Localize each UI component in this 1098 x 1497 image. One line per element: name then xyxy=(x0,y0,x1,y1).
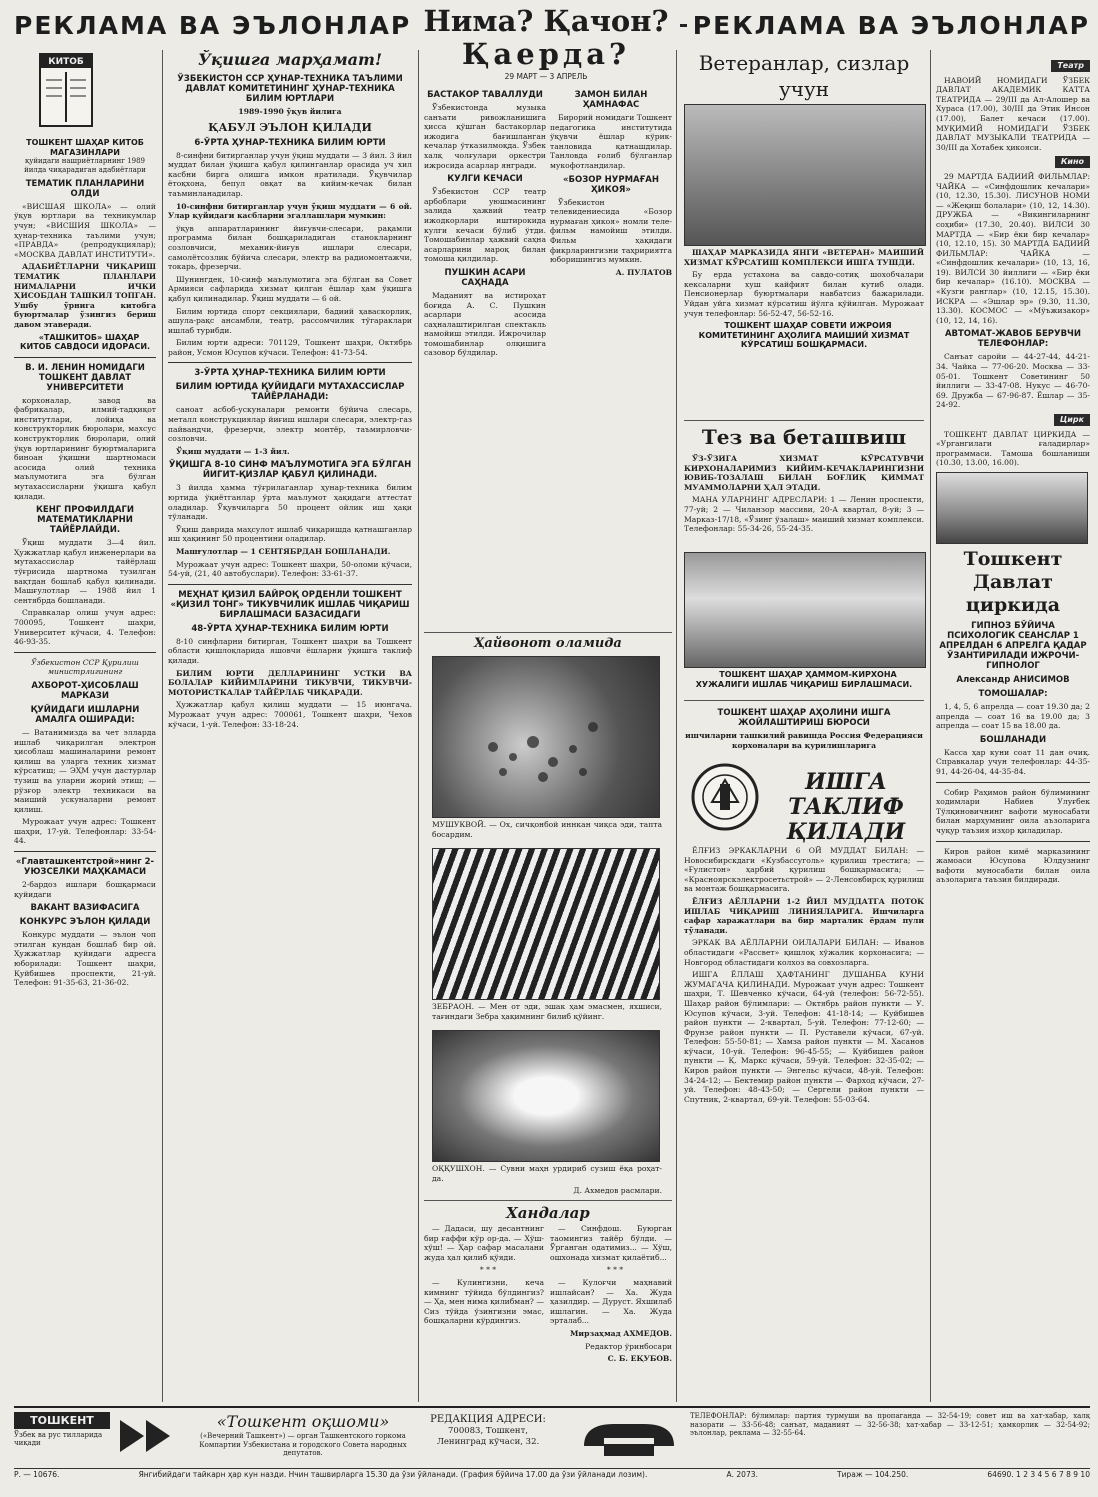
zoo-caption-zebra: ЗЕБРАОН. — Мен от эди, эшак ҳам эмасмен, яхшиси, тағиндаги Зебра ҳақимнинг билиб қўйинг. xyxy=(432,1002,662,1021)
zoo-title: Ҳайвонот оламида xyxy=(474,636,622,651)
footer-address: 700083, Тошкент, Ленинград кўчаси, 32. xyxy=(436,1425,540,1447)
veterans-photo xyxy=(684,104,926,246)
theatre-badge: Театр xyxy=(1051,60,1090,72)
school1-p4: Шунингдек, 10-синф маълумотига эга бўлган ва Совет Армияси сафларида хизмат қилган ёшлар ҳам ўқишга қабул қилинадилар. Ўқиш муддати — 6 ой. xyxy=(168,274,412,303)
contest-title: КОНКУРС ЭЪЛОН ҚИЛАДИ xyxy=(19,917,151,928)
arrow-logo-icon xyxy=(118,1416,178,1456)
school4-p15: Ҳужжатлар қабул қилиш муддати — 15 июнгача. Мурожаат учун адрес: 700061, Тошкент шаҳри, Чехов кўчаси, 1-уй. Телефон: 33-18-24. xyxy=(168,700,412,729)
plan-items: «ВИСШАЯ ШКОЛА» — олий ўқув юртлари ва техникумлар учун; «ВИСШИЯ ШКОЛА» — ҳунар-техника таълими учун; «ПРАВДА» (репродукциялар); «МОСКВА ДАВЛАТ ИНСТИТУТИ». xyxy=(14,201,156,259)
school2-p8: Ўқиш муддати — 1-3 йил. xyxy=(176,446,290,456)
footer-phones-box xyxy=(690,1412,1090,1438)
header-right xyxy=(680,6,1090,44)
school2-p7: саноат асбоб-ускуналари ремонти бўйича слесарь, металл конструкциялар йиғиш ишлари слесари, электр-газ пайвандчи, фрезерчи, электр монтёр, таъмирловчи-созловчи. xyxy=(168,405,412,444)
editor-name: С. Б. ЕҚУБОВ. xyxy=(607,1354,672,1364)
rosorgtrud-emblem-icon xyxy=(690,762,760,832)
header-left xyxy=(14,6,414,44)
news5-text: Ўзбекистон телевидениесида «Бозор нурмаған ҳикоя» номли теле-фильм намойиш этилди. Фильм ҳақидаги фикрларингизни таҳририятга юборишингиз мумкин. xyxy=(550,197,672,265)
phones-text: Санъат саройи — 44-27-44, 44-21-34. Чайка — 77-06-20. Москва — 33-05-01. Тошкент Советининг 50 йиллиги — 33-47-08. Нукус — 46-70-69. Дружба — 67-96-87. Ёшлар — 35-24-92. xyxy=(936,352,1090,410)
jokes-title: Хандалар xyxy=(506,1204,590,1222)
news5-title: «БОЗОР НУРМАҒАН ҲИКОЯ» xyxy=(563,174,659,195)
column-rule-1 xyxy=(162,50,163,1402)
school1-p6: Билим юрти адреси: 701129, Тошкент шаҳри, Октябрь район, Усмон Юсупов кўчаси. Телефон: 41-73-54. xyxy=(168,338,412,357)
school2-sub: БИЛИМ ЮРТИДА ҚУЙИДАГИ МУТАХАССИСЛАР ТАЙЁРЛАНАДИ: xyxy=(175,382,405,403)
footer-phones: бўлимлар: партия турмуши ва пропаганда — 32-54-19; совет иш ва хат-хабар, халқ назорати — 33-56-48; санъат, маданият — 32-56-38; хат-хабар — 33-12-51; ҳамкорлик — 32-54-92; эълонлар, реклама — 32-55-64. xyxy=(690,1412,1090,1438)
news4-title: ЗАМОН БИЛАН ҲАМНАФАС xyxy=(574,90,648,110)
ministry-mid: ҚУЙИДАГИ ИШЛАРНИ АМАЛГА ОШИРАДИ: xyxy=(30,704,140,725)
imprint-left: Р. — 10676. xyxy=(14,1470,60,1479)
zoo-caption-1 xyxy=(432,820,662,842)
separator xyxy=(936,782,1090,783)
circus-dates: 1, 4, 5, 6 апрелда — соат 19.30 да; 2 апрелда — соат 16 ва 19.00 да; 3 апрелда — соат 15 ва 18.00 да. xyxy=(936,701,1090,731)
circus-title: Тошкент Давлат циркида xyxy=(963,547,1063,616)
jokes-column-a xyxy=(424,1224,544,1400)
footer-paper-sub: («Вечерний Ташкент») — орган Ташкентского горкома Компартии Узбекистана и городского Совета народных депутатов. xyxy=(199,1432,407,1457)
footer-paper-name: «Тошкент оқшоми» xyxy=(216,1412,390,1431)
left-column xyxy=(14,50,156,1402)
veterans-text xyxy=(684,248,924,416)
column-rule-2 xyxy=(418,50,419,1402)
dept-text: Ўқиш муддати 3—4 йил. Ҳужжатлар қабул инженерлари ва мутахассислар тайёрлаш тўғрисида шартнома тузилган вақтдан бошлаб қабул қилинади. Машғулотлар — 1988 йил 1 сентябрда бошланади. xyxy=(14,538,156,605)
circus-show: ТОМОШАЛАР: xyxy=(978,688,1048,699)
joke-2: — Кулингизни, кеча кимнинг тўйида бўлдингиз? — Ҳа, мен нима қилибман? — Сиз тўйда ўзингизни эмас, бошқаларни кўрдингиз. xyxy=(424,1277,544,1326)
circus-tickets: Касса ҳар куни соат 11 дан очиқ. Справкалар учун телефонлар: 44-35-91, 44-26-04, 44-35-84. xyxy=(936,747,1090,776)
footer-paper-box xyxy=(190,1412,416,1458)
joke-divider: * * * xyxy=(606,1265,624,1275)
book-icon-label: КИТОБ xyxy=(48,57,84,67)
bureau-text-1: ЁЛҒИЗ ЭРКАКЛАРНИ 6 ОЙ МУДДАТ БИЛАН: — Новосибирскдаги «Кузбассуголь» қурилиш трестига; — «Ғулистон» ҳарбий қурилиш бошқармасига; — «Красноярскэлектросетьстрой» — 2-Ленсовбирсқ қурилиш ва монтаж бошқармасига. xyxy=(684,846,924,894)
cinema-text: 29 МАРТДА БАДИИЙ ФИЛЬМЛАР: ЧАЙКА — «Синфдошлик кечалари» (10, 12.30, 15.30). ЛИСУНОВ НОМИ — «Жеқиш болалари» (10, 12, 14.30). ДРУЖБА — «Викингиларнинг соҳиби» (17.30, 20.40). ВИЛСИ 30 МАРТДА — «Бир ёки бир кечалар» (10, 12.10, 15). 30 МАРТДА БАДИИЙ ФИЛЬМЛАР: ЧАЙКА — «Синфдошлик кечалари» (10, 13, 16, 19). ВИЛСИ 30 йиллиги — «Бир ёки бир кечалар» (16.10). МОСКВА — «Кузги ранглар» (10, 12.15, 15.30). ИСКРА — «Эшлар эр» (9.30, 11.30, 13.30). КОСМОС — «Мўъжизакор» (10, 12, 14, 16). xyxy=(936,171,1090,325)
school1-title: 6-ЎРТА ҲУНАР-ТЕХНИКА БИЛИМ ЮРТИ xyxy=(194,137,386,148)
phones-title: АВТОМАТ-ЖАВОБ БЕРУВЧИ ТЕЛЕФОНЛАР: xyxy=(944,329,1082,350)
inst-title: В. И. ЛЕНИН НОМИДАГИ ТОШКЕНТ ДАВЛАТ УНИВЕРСИТЕТИ xyxy=(25,362,145,393)
announce-title: ҚАБУЛ ЭЪЛОН ҚИЛАДИ xyxy=(208,120,372,134)
imprint-line xyxy=(14,1470,1090,1479)
circus-start: БОШЛАНАДИ xyxy=(979,734,1047,745)
footer-logo: ТОШКЕНТ xyxy=(14,1412,110,1429)
shop-sub: қуйидаги нашриётларнинг 1989 йилда чиқарадиган адабиётлари xyxy=(24,157,146,174)
vacancy-text: 2-бардоз ишлари бошқармаси қуйидаги xyxy=(14,880,156,899)
joke-3: — Синфдош. Буюрган таомингиз тайёр бўлди. — Ўрганган одатимиз... — Хўш, ошхонада хизмат қилаётиб... xyxy=(550,1224,672,1262)
circus-badge: Цирк xyxy=(1054,414,1090,426)
zoo-rule xyxy=(424,632,672,633)
school1-p5: Билим юртида спорт секциялари, бадиий ҳаваскорлик, ашула-рақс ансамбли, театр, рассомчилик тўгараклари ишлаб турибди. xyxy=(168,306,412,335)
joke-divider: * * * xyxy=(479,1265,497,1275)
veterans-sign: ТОШКЕНТ ШАҲАР СОВЕТИ ИЖРОИЯ КОМИТЕТИНИНГ АҲОЛИГА МАИШИЙ ХИЗМАТ КЎРСАТИШ БОШҚАРМАСИ. xyxy=(698,321,910,350)
dept-contact: Справкалар олиш учун адрес: 700095, Тошкент шаҳри, Университет кўчаси, 4. Телефон: 46-93-35. xyxy=(14,608,156,647)
column-rule-3 xyxy=(676,50,677,1402)
ministry-text: — Ватанимизда ва чет элларда ишлаб чиқарилган электрон ҳисоблаш машиналарини ремонт қилиш ва уларга техник хизмат кўрсатиш; — ЭҲМ учун дастурлар тузиш ва уларни жорий этиш; — рўзғор электр техникаси ва маиший ускуналарни ремонт қилиш. xyxy=(14,727,156,814)
circus-name: Александр АНИСИМОВ xyxy=(956,674,1070,685)
fast-rule xyxy=(684,420,924,421)
center-title-line1: Нима? Қачон? xyxy=(423,4,669,38)
school3-p12: Мурожаат учун адрес: Тошкент шаҳри, 50-оломи кўчаси, 54-уй, (21, 40 автобуслари). Телефон: 33-61-37. xyxy=(168,559,412,579)
ministry-contact: Мурожаат учун адрес: Тошкент шаҳри, 17-уй. Телефонлар: 33-54-44. xyxy=(14,817,156,846)
fast-title: Тез ва беташвиш xyxy=(701,425,907,449)
school1-p3: ўқув аппаратларининг йиғувчи-слесари, рақамли программа билан бошқариладиган станокларнинг созловчиси, механик-йиғув ишлари слесари, самолётсозлик бўйича слесари, электр ва радиомонтажчи, токарь, фрезерчи. xyxy=(168,223,412,272)
shop-title: ТОШКЕНТ ШАҲАР КИТОБ МАГАЗИНЛАРИ xyxy=(26,138,144,157)
swan-photo xyxy=(432,1030,660,1162)
vacancy-title: «Главташкентстрой»нинг 2-УЮЗСЕЛКИ МАҲКАМАСИ xyxy=(15,857,155,878)
center-title xyxy=(418,4,674,81)
news1-title: БАСТАКОР ТАВАЛЛУДИ xyxy=(427,90,543,100)
bureau-title: ТОШКЕНТ ШАҲАР АҲОЛИНИ ИШГА ЖОЙЛАШТИРИШ БЮРОСИ xyxy=(717,708,891,728)
news-byline: А. ПУЛАТОВ xyxy=(615,267,672,277)
school4-sub: 48-ЎРТА ҲУНАР-ТЕХНИКА БИЛИМ ЮРТИ xyxy=(191,623,389,634)
header-left-title: РЕКЛАМА ВА ЭЪЛОНЛАР xyxy=(14,10,412,40)
ministry-sub: АХБОРОТ-ҲИСОБЛАШ МАРКАЗИ xyxy=(31,680,139,701)
telephone-icon xyxy=(574,1416,684,1460)
leopard-cat-photo xyxy=(432,656,660,818)
news-column-a xyxy=(424,86,546,626)
school3-p10: Ўқиш даврида маҳсулот ишлаб чиқаришда қатнашганлар иш ҳақининг 50 процентини оладилар. xyxy=(168,524,412,544)
school3-title: ЎҚИШГА 8-10 СИНФ МАЪЛУМОТИГА ЭГА БЎЛГАН ЙИГИТ-ҚИЗЛАР ҚАБУЛ ҚИЛИНАДИ. xyxy=(168,460,412,481)
plan-text: АДАБИЁТЛАРНИ ЧИҚАРИШ ТЕМАТИК ПЛАНЛАРИ НИМАЛАРНИ ИЧКИ ҲИСОБДАН ТАШКИЛ ТОПГАН. Ушбу ўрнига китобга буюртмалар ўзингиз бериш давом этаверади. xyxy=(14,262,156,329)
bureau-sub: ишчиларни ташкилий равишда Россия Федерацияси корхоналари ва қурилишларига xyxy=(685,731,923,750)
separator xyxy=(14,357,156,358)
header-right-rule xyxy=(680,24,687,27)
veterans-body: Бу ерда устахона ва савдо-сотиқ шохобчалари кексаларни хуш кайфият билан кутиб олади. Пенсионерлар буюртмалари навбатсиз бажарилади. Уйдан уйга хизмат кўрсатиш йўлга қўйилган. Мурожаат учун телефонлар: 56-52-47, 56-52-16. xyxy=(684,270,924,318)
vacancy-post: ВАКАНТ ВАЗИФАСИГА xyxy=(30,903,140,914)
joke-4: — Кулоғчи маҳнавий ишлайсан? — Ха. Жуда ҳазилдир. — Дуруст. Яхшилаб ишлагин. — Ха. Жуда эрталаб... xyxy=(550,1277,672,1326)
news3-title: ПУШКИН АСАРИ САҲНАДА xyxy=(444,267,526,288)
zoo-credit: Д. Ахмедов расмлари. xyxy=(573,1186,662,1196)
separator xyxy=(14,652,156,653)
zoo-caption-2 xyxy=(432,1002,662,1026)
footer-address-box xyxy=(428,1414,548,1449)
imprint-order: А. 2073. xyxy=(726,1470,758,1479)
cat-spots-icon xyxy=(433,657,659,817)
greeting: Ўқишга марҳамат! xyxy=(198,50,382,69)
news4-text: Бирорий номидаги Тошкент педагогика институтида ўқувчи ёшлар кўрик-танловида қатнашдилар. Танловда ғолиб бўлганлар мукофотландилар. xyxy=(550,113,672,170)
veterans-caption: ШАҲАР МАРКАЗИДА ЯНГИ «ВЕТЕРАН» МАИШИЙ ХИЗМАТ КЎРСАТИШ КОМПЛЕКСИ ИШГА ТУШДИ. xyxy=(684,248,924,267)
separator xyxy=(168,362,412,363)
plan-shop: «ТАШКИТОБ» ШАҲАР КИТОБ САВДОСИ ИДОРАСИ. xyxy=(19,332,151,352)
bureau-header xyxy=(684,704,924,758)
dept-title: КЕНГ ПРОФИЛДАГИ МАТЕМАТИКЛАРНИ ТАЙЁРЛАЙДИ. xyxy=(35,505,135,536)
school4-title: МЕҲНАТ ҚИЗИЛ БАЙРОҚ ОРДЕНЛИ ТОШКЕНТ «ҚИЗИЛ ТОНГ» ТИКУВЧИЛИК ИШЛАБ ЧИҚАРИШ БИРЛАШМАСИ БАЗАСИДАГИ xyxy=(170,589,410,620)
separator xyxy=(14,851,156,852)
circus-sub: ГИПНОЗ БЎЙИЧА ПСИХОЛОГИК СЕАНСЛАР 1 АПРЕЛДАН 6 АПРЕЛГА ҚАДАР ЎЗАНТИРИЛАДИ ИЖРОЧИ-ГИПНОЛОГ xyxy=(939,620,1087,671)
masthead-footer xyxy=(14,1406,1090,1469)
news2-text: Ўзбекистон ССР театр арбоблари уюшмасининг залида ҳажвий театр ижодкорлари иштирокида кулги кечаси бўлиб ўтди. Томошабинлар ҳажвий саҳна асарларини мароқ билан томоша қилдилар. xyxy=(424,187,546,264)
school1-p1: 8-синфни битирганлар учун ўқиш муддати — 3 йил. 3 йил муддат билан ўқишга қабул қилинганлар орасида уч хил касбни бирга олишга имкон яратилади. Ўқувчилар ётоқхона, бепул овқат ва кийим-кечак билан таъминланадилар. xyxy=(168,150,412,198)
header-right-title: РЕКЛАМА ВА ЭЪЛОНЛАР xyxy=(692,10,1090,40)
joke-author: Мирзаҳмад АХМЕДОВ. xyxy=(570,1328,672,1338)
news1-text: Ўзбекистонда музыка санъати ривожланишига ҳисса қўшган бастакорлар ижодига бағишланган кечалар ўтказилмоқда. Ўзбек халқ чолғулари оркестри ижросида асарлар янгради. xyxy=(424,103,546,170)
school3-p9: 3 йилда ҳамма тўғрилаганлар ҳунар-техника билим юртида ўқиётганлар ўрта маълумот ҳақидаги аттестат оладилар. Ўқувчиларга 50 процент ойлик иш ҳақи тўланади. xyxy=(168,483,412,522)
footer-address-label: РЕДАКЦИЯ АДРЕСИ: xyxy=(430,1414,546,1425)
bureau-text-3: ЭРКАК ВА АЁЛЛАРНИ ОИЛАЛАРИ БИЛАН: — Иванов областидаги «Рассвет» қишлоқ хўжалик корхонасига; — Новгород областидаги колхоз ва совхозларга. xyxy=(684,938,924,967)
book-icon xyxy=(36,50,96,130)
plan-title: ТЕМАТИК ПЛАНЛАРИНИ ОЛДИ xyxy=(25,178,145,199)
org-title: ЎЗБЕКИСТОН ССР ҲУНАР-ТЕХНИКА ТАЪЛИМИ ДАВЛАТ КОМИТЕТИНИНГ ҲУНАР-ТЕХНИКА БИЛИМ ЮРТЛАРИ xyxy=(177,74,403,104)
contest-text: Конкурс муддати — эълон чоп этилган кундан бошлаб бир ой. Ҳужжатлар қуйидаги адресга юборилади: Тошкент шаҳри, Қуйбишев проспекти, 21-уй. Телефон: 91-35-63, 21-36-02. xyxy=(14,930,156,988)
joke-1: — Дадаси, шу десантнинг бир ғаффи кўр ор-да. — Хўш-хўш! — Ҳар сафар масалани жуда ҳал қилиб қўяди. xyxy=(424,1224,544,1262)
news2-title: КУЛГИ КЕЧАСИ xyxy=(447,174,523,185)
education-column xyxy=(168,50,412,1402)
bureau-rule xyxy=(684,700,924,701)
jokes-rule xyxy=(424,1200,672,1201)
fast-text xyxy=(684,454,924,550)
bureau-text-4: ИШГА ЁЛЛАШ ҲАФТАНИНГ ДУШАНБА КУНИ ЖУМАГАЧА ҚИЛИНАДИ. Мурожаат учун адрес: Тошкент шаҳри, Т. Шевченко кўчаси, 64-уй (телефон: 56-72-55). Шаҳар район бўлимлари: — Октябрь район пункти — У. Юсупов кўчаси, 3-уй. Телефон: 41-18-14; — Куйбишев район пункти — 2-квартал, 5-уй. Телефон: 77-12-60; — Фрунзе район пункти — П. Руставели кўчаси, 67-уй. Телефон: 55-50-81; — Хамза район пункти — М. Хасанов кўчаси, 10-уй. Телефон: 96-45-55; — Куйбишев район пункти — Қ. Маркс кўчаси, 59-уй. Телефон: 32-35-02; — Киров район пункти — Энгельс кўчаси, 48-уй. Телефон: 34-24-12; — Бектемир район пункти — Фарход кўчаси, 27-уй. Телефон: 48-43-50; — Сергели район пункти — Спутник, 2-квартал, 69-уй. Телефон: 55-03-64. xyxy=(684,970,924,1104)
obituary-2: Киров район кимё марказининг жамоаси Юсупова Юлдузнинг вафоти муносабати билан оила аъзоларига таъзия билдиради. xyxy=(936,846,1090,885)
bureau-text-2: ЁЛҒИЗ АЁЛЛАРНИ 1-2 ЙИЛ МУДДАТГА ПОТОК ИШЛАБ ЧИҚАРИШ ЛИНИЯЛАРИГА. Ишчиларга сафар харажатлари ва бир марталик ёрдам пули тўланади. xyxy=(684,896,924,935)
imprint-circulation: Тираж — 104.250. xyxy=(837,1470,909,1479)
school2-title: 3-ЎРТА ҲУНАР-ТЕХНИКА БИЛИМ ЮРТИ xyxy=(194,368,386,379)
school4-p13: 8-10 синфларни битирган, Тошкент шаҳри ва Тошкент области қишлоқларида яшовчи ёшларни ўқишга таклиф қилади. xyxy=(168,636,412,665)
imprint-index: 64690. 1 2 3 4 5 6 7 8 9 10 xyxy=(987,1470,1090,1479)
listings-column xyxy=(936,50,1090,1402)
news-column-b xyxy=(550,86,672,626)
separator xyxy=(168,584,412,585)
zoo-caption-cat: МУШУКВОЙ. — Ох, сичқонбой иннкан чиқса эди, тапта босардим. xyxy=(432,820,662,839)
circus-photo xyxy=(936,472,1088,544)
laundry-caption: ТОШКЕНТ ШАҲАР ҲАММОМ-КИРХОНА ХУЖАЛИГИ ИШЛАБ ЧИҚАРИШ БИРЛАШМАСИ. xyxy=(695,670,913,689)
column-rule-4 xyxy=(930,50,931,1402)
circus-text: ТОШКЕНТ ДАВЛАТ ЦИРКИДА — «Ургангилаги ғаладирлар» программаси. Тамоша бошланиши (10.30, 13.00, 16.00). xyxy=(936,429,1090,468)
cinema-badge: Кино xyxy=(1055,156,1090,168)
editor-label: Редактор ўринбосари xyxy=(585,1341,672,1351)
fast-sub: ЎЗ-ЎЗИГА ХИЗМАТ КЎРСАТУВЧИ КИРХОНАЛАРИМИЗ КИЙИМ-КЕЧАКЛАРИНГИЗНИ ЮВИБ-ТОЗАЛАШ БИЛАН БОҒЛИҚ ҚИММАТ МУАММОЛАРНИ ҲАЛ ЭТАДИ. xyxy=(684,454,924,492)
laundry-caption-box xyxy=(684,670,924,694)
zoo-caption-swan: ОҚҚУШХОН. — Сувни маҳн урдириб сузиш ёқа роҳат-да. xyxy=(432,1164,662,1183)
school4-p14: БИЛИМ ЮРТИ ДЕЛЛАРИНИНГ УСТКИ ВА БОЛАЛАР КИЙИМЛАРИНИ ТИКУВЧИ, ТИКУВЧИ-МОТОРИСТКАЛАР ТАЙЁРЛАБ ЧИҚАРАДИ. xyxy=(168,668,412,697)
zoo-caption-3 xyxy=(432,1164,662,1198)
footer-logo-box xyxy=(14,1412,110,1460)
veterans-title: Ветеранлар, сизлар учун xyxy=(698,51,910,101)
laundry-photo xyxy=(684,552,926,668)
imprint-mid: Янгибийдаги тайкарн ҳар кун назди. Нчин ташвирларга 15.30 да ўзи ўйланади. (Графия бўйича 17.00 да ўзи ўйланади лозим). xyxy=(138,1470,648,1479)
ministry-title: Ўзбекистон ССР Қурилиш министрлигининг xyxy=(31,657,139,677)
footer-logo-sub: Ўзбек ва рус тилларида чиқади xyxy=(14,1431,103,1447)
school1-p2: 10-синфни битирганлар учун ўқиш муддати — 6 ой. Улар қуйидаги касбларни эгаллашлари мумкин: xyxy=(168,201,412,221)
fast-body: МАНА УЛАРНИНГ АДРЕСЛАРИ: 1 — Ленин проспекти, 77-уй; 2 — Чиланзор массиви, 20-А квартал, 8-уй; 3 — Марказ-17/18, «Ўзинг ўзалаш» маиший хизмат комплекси. Телефонлар: 55-34-26, 55-24-35. xyxy=(684,495,924,534)
news3-text: Маданият ва истироҳат боғида А. С. Пушкин асарлари асосида саҳналаштирилган спектакль намойиш этилди. Ижрочилар томошабинлар олқишига сазовор бўлдилар. xyxy=(424,290,546,358)
jokes-column-b xyxy=(550,1224,672,1400)
theatre-text: НАВОИЙ НОМИДАГИ ЎЗБЕК ДАВЛАТ АКАДЕМИК КАТТА ТЕАТРИДА — 29/III да Ал-Алошер ва Хураса (17.00), 30/III да Этик Инсон (17.00), Балет кечаси (17.00). МУҚИМИЙ НОМИДАГИ ЎЗБЕК ДАВЛАТ МУЗЫКАЛИ ТЕАТРИДА — 30/III да Хотабек ҳикояси. xyxy=(936,75,1090,152)
zebra-photo xyxy=(432,848,660,1000)
bureau-text xyxy=(684,846,924,1402)
center-title-line2: Қаерда? xyxy=(461,37,631,71)
separator xyxy=(936,841,1090,842)
invite-title: ИШГА ТАКЛИФ ҚИЛАДИ xyxy=(786,769,906,845)
school3-p11: Машғулотлар — 1 СЕНТЯБРДАН БОШЛАНАДИ. xyxy=(176,547,391,556)
obituary-1: Собир Раҳимов район бўлимининг ходимлари Набиев Улуғбек Тўлқиновичнинг вафоти муносабати билан марҳумнинг оила аъзоларига чуқур таъзия изҳор қиладилар. xyxy=(936,787,1090,835)
footer-phones-label: ТЕЛЕФОНЛАР: xyxy=(690,1412,747,1420)
year-label: 1989-1990 ўқув йилига xyxy=(238,107,342,116)
center-date: 29 МАРТ — 3 АПРЕЛЬ xyxy=(504,72,588,81)
inst-text: корхоналар, завод ва фабрикалар, илмий-тадқиқот институтлари, лойиҳа ва конструкторлик бюролари, махсус конструкторлик бюролари, олий ўқув юртларининг буюртмаларига биноан ўқишни шартномаси асосида олий техника маълумотига эга бўлган мутахассисларни ўқишга қабул қилади. xyxy=(14,395,156,501)
